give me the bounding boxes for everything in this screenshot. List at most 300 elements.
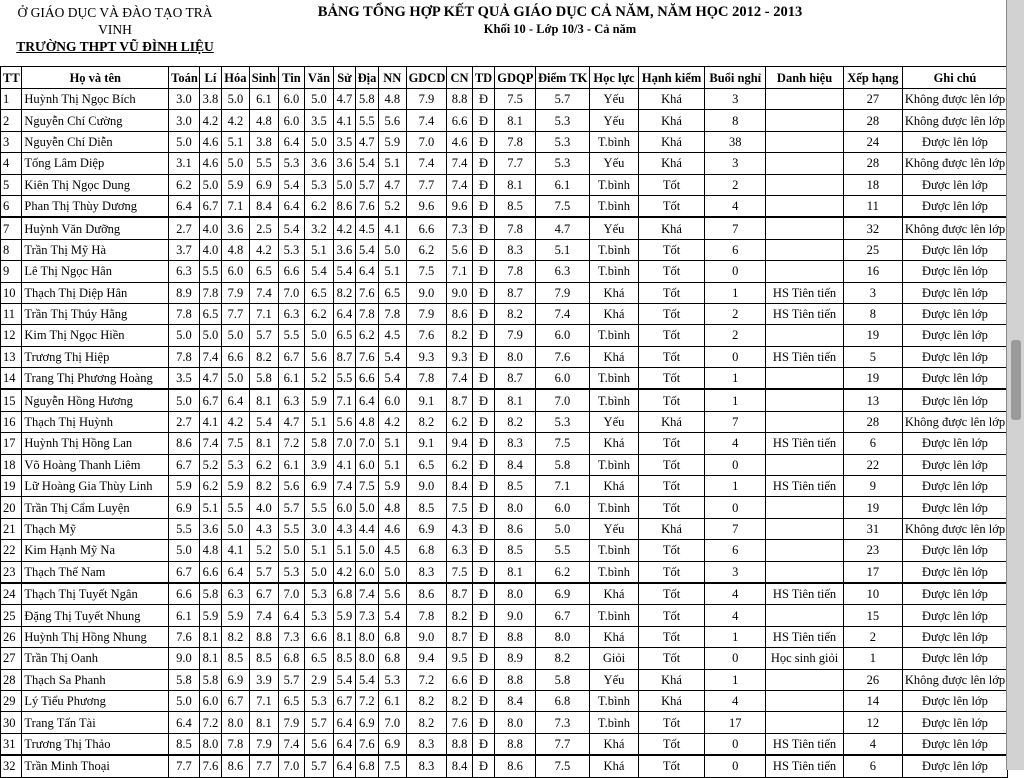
table-cell: Được lên lớp <box>902 174 1007 195</box>
table-cell: 6 <box>1 195 22 217</box>
table-cell: 7.7 <box>222 303 250 324</box>
table-cell: 8.3 <box>406 561 447 583</box>
table-row <box>1 540 1008 561</box>
table-row <box>1 626 1008 647</box>
column-header: Họ và tên <box>22 67 169 89</box>
table-cell: 8.0 <box>355 648 378 669</box>
table-cell: 3.5 <box>304 110 334 131</box>
table-cell: 8.7 <box>495 282 536 303</box>
table-cell: 0 <box>705 497 766 518</box>
table-cell: 3.1 <box>169 153 200 174</box>
table-cell: 7.5 <box>535 195 589 217</box>
table-row <box>1 755 1008 777</box>
table-cell: 3.2 <box>304 217 334 239</box>
table-cell: 7.3 <box>447 217 472 239</box>
table-cell: 7.1 <box>249 690 279 711</box>
table-cell: 5.6 <box>304 346 334 367</box>
table-cell: 9.0 <box>406 626 447 647</box>
table-cell: 3.6 <box>199 518 221 539</box>
table-cell: 20 <box>1 497 22 518</box>
table-cell: Tốt <box>638 605 704 626</box>
table-cell: 8.8 <box>447 89 472 110</box>
table-cell: 32 <box>1 755 22 777</box>
table-cell: 6.7 <box>222 690 250 711</box>
table-cell: 9.4 <box>406 648 447 669</box>
table-cell: 7.5 <box>535 755 589 777</box>
table-cell: 4.1 <box>199 411 221 432</box>
table-cell: 6.7 <box>199 195 221 217</box>
table-cell: 8.5 <box>406 497 447 518</box>
table-cell: 6.6 <box>222 346 250 367</box>
table-cell: 7.1 <box>222 195 250 217</box>
table-cell: 7.2 <box>355 690 378 711</box>
table-cell: 4.2 <box>249 239 279 260</box>
table-cell: 4.8 <box>222 239 250 260</box>
table-cell: Giỏi <box>590 648 639 669</box>
table-cell: 3 <box>1 131 22 152</box>
table-cell: 7.6 <box>199 755 221 777</box>
table-cell: 3.9 <box>249 669 279 690</box>
table-cell: 7.3 <box>355 605 378 626</box>
table-cell: HS Tiên tiến <box>766 755 843 777</box>
table-cell: 4.8 <box>249 110 279 131</box>
table-cell: 6.5 <box>406 454 447 475</box>
table-row <box>1 454 1008 475</box>
table-cell: 5.4 <box>334 261 355 282</box>
table-cell: 5.9 <box>379 476 407 497</box>
table-cell: 7.5 <box>355 476 378 497</box>
table-row <box>1 110 1008 131</box>
table-cell: HS Tiên tiến <box>766 346 843 367</box>
table-cell: 7.9 <box>222 282 250 303</box>
column-header: Buổi nghỉ <box>705 67 766 89</box>
table-cell: Khá <box>590 433 639 454</box>
table-cell: Đ <box>472 325 494 346</box>
table-cell: 4.6 <box>199 153 221 174</box>
table-row <box>1 389 1008 411</box>
table-cell: 9.3 <box>447 346 472 367</box>
table-cell: 5.3 <box>279 561 304 583</box>
table-cell: HS Tiên tiến <box>766 282 843 303</box>
table-cell: 2 <box>705 303 766 324</box>
table-cell: 6.1 <box>249 89 279 110</box>
column-header: TD <box>472 67 494 89</box>
table-cell: 1 <box>705 389 766 411</box>
table-cell: 3.6 <box>334 153 355 174</box>
table-cell: 1 <box>705 282 766 303</box>
table-cell: Đ <box>472 89 494 110</box>
table-cell: 8.7 <box>334 346 355 367</box>
table-cell: 7.4 <box>355 583 378 605</box>
table-cell: Trần Thị Oanh <box>22 648 169 669</box>
table-cell: 1 <box>705 368 766 390</box>
table-cell: 7 <box>1 217 22 239</box>
table-cell: Được lên lớp <box>902 368 1007 390</box>
table-cell: Khá <box>638 518 704 539</box>
table-cell: 5.7 <box>249 325 279 346</box>
table-cell: Thạch Thị Tuyết Ngân <box>22 583 169 605</box>
table-cell: 5.3 <box>304 690 334 711</box>
table-cell: 16 <box>1 411 22 432</box>
table-cell: 6.2 <box>249 454 279 475</box>
table-cell: Lý Tiểu Phương <box>22 690 169 711</box>
table-cell: 5.0 <box>222 518 250 539</box>
table-cell: HS Tiên tiến <box>766 303 843 324</box>
table-cell: 6.4 <box>169 712 200 733</box>
scrollbar-thumb[interactable] <box>1011 340 1021 420</box>
table-cell: 6.0 <box>334 497 355 518</box>
table-cell: 5.1 <box>199 497 221 518</box>
table-cell: 4.8 <box>379 497 407 518</box>
table-cell: 8.8 <box>495 733 536 755</box>
table-cell: 5.6 <box>334 411 355 432</box>
table-cell: 7.0 <box>334 433 355 454</box>
table-cell: 7.4 <box>447 368 472 390</box>
table-cell: T.bình <box>590 261 639 282</box>
table-cell: 6.2 <box>447 411 472 432</box>
table-cell: 6.0 <box>535 368 589 390</box>
table-cell: 8.5 <box>249 648 279 669</box>
table-cell: 8.1 <box>495 389 536 411</box>
table-cell: Đ <box>472 540 494 561</box>
table-cell: 5.9 <box>199 605 221 626</box>
table-cell: 6.9 <box>535 583 589 605</box>
table-cell <box>766 605 843 626</box>
table-cell: 5.7 <box>279 669 304 690</box>
table-cell <box>766 690 843 711</box>
table-cell: 9.0 <box>406 282 447 303</box>
table-cell: HS Tiên tiến <box>766 476 843 497</box>
table-cell: HS Tiên tiến <box>766 433 843 454</box>
table-cell: 8.3 <box>406 755 447 777</box>
table-row <box>1 195 1008 217</box>
table-cell: 8.0 <box>535 626 589 647</box>
table-cell: 2.5 <box>249 217 279 239</box>
table-cell: 7.8 <box>199 282 221 303</box>
table-cell: 31 <box>1 733 22 755</box>
table-cell: 5.4 <box>379 605 407 626</box>
table-cell: T.bình <box>590 195 639 217</box>
table-cell: T.bình <box>590 368 639 390</box>
table-cell: 7.6 <box>169 626 200 647</box>
table-cell: 9 <box>1 261 22 282</box>
table-cell: 7.9 <box>249 733 279 755</box>
table-cell: 7 <box>705 217 766 239</box>
table-cell: 5.1 <box>222 131 250 152</box>
table-cell: 27 <box>1 648 22 669</box>
table-cell: 8.9 <box>495 648 536 669</box>
table-cell: 8.6 <box>495 518 536 539</box>
table-cell: 9.1 <box>406 389 447 411</box>
table-cell: 5.3 <box>304 174 334 195</box>
table-cell: Trang Thị Phương Hoàng <box>22 368 169 390</box>
table-cell: 5.8 <box>535 454 589 475</box>
vertical-scrollbar[interactable] <box>1006 0 1024 770</box>
table-cell: 9.3 <box>406 346 447 367</box>
table-cell: 7.0 <box>379 712 407 733</box>
column-header: Địa <box>355 67 378 89</box>
table-cell: 10 <box>1 282 22 303</box>
table-row <box>1 690 1008 711</box>
table-cell: 9.0 <box>406 476 447 497</box>
table-cell: Được lên lớp <box>902 325 1007 346</box>
table-cell: Không được lên lớp <box>902 669 1007 690</box>
table-cell: 5.9 <box>304 389 334 411</box>
table-cell: Được lên lớp <box>902 454 1007 475</box>
table-cell: 5.1 <box>379 454 407 475</box>
table-cell: 17 <box>1 433 22 454</box>
table-cell: Khá <box>638 89 704 110</box>
table-cell: Được lên lớp <box>902 690 1007 711</box>
table-cell: Được lên lớp <box>902 497 1007 518</box>
table-cell: 7.0 <box>535 389 589 411</box>
table-cell: 7.4 <box>406 153 447 174</box>
table-cell: 27 <box>843 89 902 110</box>
table-cell: Khá <box>638 411 704 432</box>
table-cell: Đ <box>472 497 494 518</box>
table-cell: 8.2 <box>447 325 472 346</box>
table-cell: Đ <box>472 110 494 131</box>
table-cell: 31 <box>843 518 902 539</box>
table-cell: Nguyễn Chí Diễn <box>22 131 169 152</box>
table-cell: 6.2 <box>199 476 221 497</box>
table-cell: 6.8 <box>535 690 589 711</box>
table-cell: 6.3 <box>169 261 200 282</box>
table-cell <box>766 153 843 174</box>
table-cell: 19 <box>1 476 22 497</box>
table-cell: 7.6 <box>406 325 447 346</box>
table-cell: 9.0 <box>447 282 472 303</box>
table-cell: 5.1 <box>379 153 407 174</box>
table-cell: Được lên lớp <box>902 733 1007 755</box>
table-cell: Đ <box>472 368 494 390</box>
table-cell: 8.2 <box>406 411 447 432</box>
table-cell: 9.0 <box>169 648 200 669</box>
table-cell: 5.4 <box>355 153 378 174</box>
table-cell: 4.7 <box>535 217 589 239</box>
table-cell: 5.4 <box>379 368 407 390</box>
table-cell <box>766 110 843 131</box>
table-cell: 8.4 <box>495 454 536 475</box>
table-cell: 7.8 <box>495 217 536 239</box>
table-cell: 5.0 <box>169 540 200 561</box>
table-row <box>1 733 1008 755</box>
table-cell: Khá <box>590 733 639 755</box>
table-cell: 4.3 <box>249 518 279 539</box>
table-cell: Đ <box>472 303 494 324</box>
table-cell: Yếu <box>590 89 639 110</box>
table-cell: 7.4 <box>279 733 304 755</box>
table-cell: 6.9 <box>169 497 200 518</box>
table-cell: 8.7 <box>495 368 536 390</box>
table-cell: 7.3 <box>279 626 304 647</box>
table-cell: Trang Tấn Tài <box>22 712 169 733</box>
table-cell: 5.4 <box>304 261 334 282</box>
table-cell: 7.9 <box>406 89 447 110</box>
table-cell: 6.8 <box>379 626 407 647</box>
table-cell <box>766 540 843 561</box>
table-cell: Tốt <box>638 497 704 518</box>
table-cell: Tốt <box>638 174 704 195</box>
table-cell: 7.8 <box>379 303 407 324</box>
table-cell: 3.0 <box>169 110 200 131</box>
table-cell: Tốt <box>638 540 704 561</box>
table-cell: 7.4 <box>249 282 279 303</box>
table-cell: Được lên lớp <box>902 389 1007 411</box>
table-cell: T.bình <box>590 174 639 195</box>
table-cell: 5.0 <box>355 497 378 518</box>
table-cell: 13 <box>1 346 22 367</box>
table-cell: 6.5 <box>304 282 334 303</box>
table-cell: 7.8 <box>169 303 200 324</box>
table-cell: 6.2 <box>304 195 334 217</box>
table-cell: 8.1 <box>495 561 536 583</box>
table-cell: Đ <box>472 733 494 755</box>
table-cell: 5.1 <box>535 239 589 260</box>
table-cell: 8 <box>843 303 902 324</box>
table-cell: 8.6 <box>406 583 447 605</box>
table-cell: 17 <box>705 712 766 733</box>
table-cell: 9.0 <box>495 605 536 626</box>
table-cell: 1 <box>1 89 22 110</box>
table-cell: 5.5 <box>199 261 221 282</box>
column-header: Hóa <box>222 67 250 89</box>
table-cell: Được lên lớp <box>902 476 1007 497</box>
table-cell: 7.5 <box>447 561 472 583</box>
table-cell: 19 <box>843 325 902 346</box>
table-cell: 4.3 <box>334 518 355 539</box>
table-cell: 18 <box>1 454 22 475</box>
table-cell <box>766 261 843 282</box>
table-cell: 4 <box>705 605 766 626</box>
table-cell: 6.0 <box>222 261 250 282</box>
table-cell: 8.6 <box>334 195 355 217</box>
table-cell: 6.6 <box>447 110 472 131</box>
table-cell: 8.1 <box>249 712 279 733</box>
table-cell: 5.0 <box>169 131 200 152</box>
table-cell: Đ <box>472 261 494 282</box>
table-cell: 6.5 <box>249 261 279 282</box>
table-cell: 5.3 <box>535 153 589 174</box>
table-cell: Nguyễn Hồng Hương <box>22 389 169 411</box>
table-cell: 3.8 <box>249 131 279 152</box>
table-cell: 3 <box>705 561 766 583</box>
table-cell: 6.4 <box>334 755 355 777</box>
table-cell <box>766 195 843 217</box>
table-cell: 8.0 <box>495 346 536 367</box>
table-cell: 8.6 <box>495 755 536 777</box>
table-cell: 2.7 <box>169 411 200 432</box>
table-cell: 2.9 <box>304 669 334 690</box>
table-cell: 6.7 <box>169 454 200 475</box>
table-cell: 6.5 <box>279 690 304 711</box>
table-cell: 3.5 <box>334 131 355 152</box>
table-cell: 2 <box>843 626 902 647</box>
table-cell: 5.5 <box>279 518 304 539</box>
table-cell: 6.6 <box>406 217 447 239</box>
table-row <box>1 518 1008 539</box>
table-cell: 4.1 <box>334 110 355 131</box>
table-cell: 5.4 <box>334 669 355 690</box>
table-cell: 4.8 <box>355 411 378 432</box>
table-cell: T.bình <box>590 325 639 346</box>
table-cell: Huỳnh Thị Hồng Lan <box>22 433 169 454</box>
table-cell: Đ <box>472 626 494 647</box>
report-subtitle: Khối 10 - Lớp 10/3 - Cả năm <box>483 22 637 36</box>
table-cell: Học sinh giỏi <box>766 648 843 669</box>
table-cell: 4.7 <box>334 89 355 110</box>
table-cell: 14 <box>843 690 902 711</box>
table-row <box>1 261 1008 282</box>
table-cell: 28 <box>1 669 22 690</box>
table-cell: 6.3 <box>447 540 472 561</box>
table-cell: Tốt <box>638 282 704 303</box>
table-cell: 6.4 <box>334 733 355 755</box>
table-cell: 5.7 <box>355 174 378 195</box>
table-cell: 7.7 <box>249 755 279 777</box>
table-cell: 6.4 <box>355 261 378 282</box>
table-row <box>1 669 1008 690</box>
table-cell: 5.0 <box>279 540 304 561</box>
report-title: BẢNG TỔNG HỢP KẾT QUẢ GIÁO DỤC CẢ NĂM, NĂM HỌC 2012 - 2013 <box>317 4 803 20</box>
table-cell: 4 <box>705 195 766 217</box>
table-cell: 5.2 <box>304 368 334 390</box>
table-cell <box>766 325 843 346</box>
table-cell: HS Tiên tiến <box>766 583 843 605</box>
table-cell: 15 <box>843 605 902 626</box>
table-cell: Đ <box>472 131 494 152</box>
table-cell: 9.5 <box>447 648 472 669</box>
table-cell: 7.8 <box>355 303 378 324</box>
table-cell: 6.1 <box>535 174 589 195</box>
table-cell: 11 <box>843 195 902 217</box>
table-cell: 6.8 <box>379 648 407 669</box>
table-cell: Tốt <box>638 195 704 217</box>
table-cell: 6.4 <box>334 303 355 324</box>
table-cell: 6.5 <box>379 282 407 303</box>
table-cell: Yếu <box>590 518 639 539</box>
table-row <box>1 605 1008 626</box>
table-cell: Thạch Thế Nam <box>22 561 169 583</box>
table-cell: 21 <box>1 518 22 539</box>
table-cell: Được lên lớp <box>902 282 1007 303</box>
column-header: CN <box>447 67 472 89</box>
table-cell: 8 <box>705 110 766 131</box>
table-cell: 3.6 <box>304 153 334 174</box>
table-cell: 6.3 <box>279 389 304 411</box>
table-cell: 5.9 <box>222 605 250 626</box>
table-cell: Được lên lớp <box>902 561 1007 583</box>
table-cell: 5.0 <box>379 239 407 260</box>
table-cell: 6.4 <box>279 605 304 626</box>
table-cell: 8.3 <box>495 239 536 260</box>
table-cell <box>766 131 843 152</box>
table-cell: Đ <box>472 153 494 174</box>
table-cell: 7.1 <box>535 476 589 497</box>
table-cell: 5.8 <box>304 433 334 454</box>
table-cell: 6.8 <box>334 583 355 605</box>
table-cell: 4.2 <box>334 217 355 239</box>
table-cell: 6.2 <box>447 454 472 475</box>
table-cell: 7.6 <box>535 346 589 367</box>
table-cell: Tốt <box>638 626 704 647</box>
table-row <box>1 583 1008 605</box>
table-cell: 30 <box>1 712 22 733</box>
table-cell: 6.8 <box>406 540 447 561</box>
table-cell: Tống Lâm Diệp <box>22 153 169 174</box>
table-cell: 3.6 <box>222 217 250 239</box>
table-cell: 6 <box>843 433 902 454</box>
